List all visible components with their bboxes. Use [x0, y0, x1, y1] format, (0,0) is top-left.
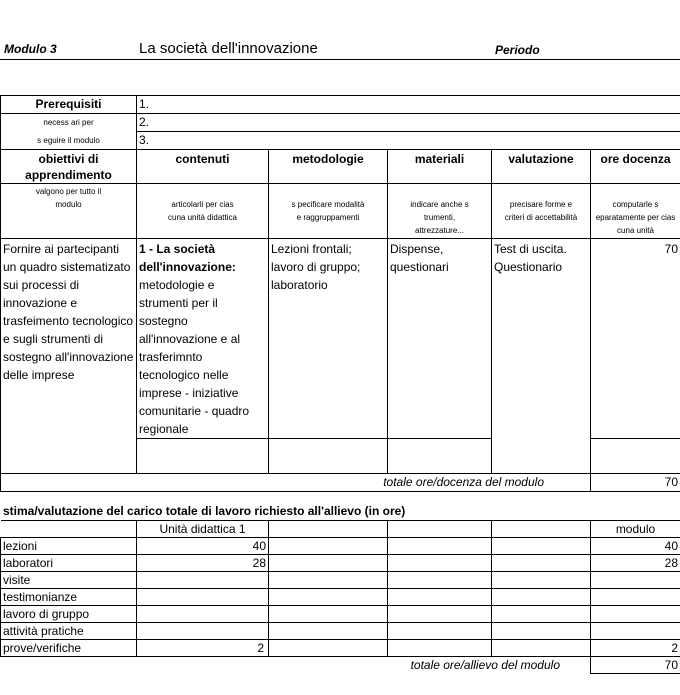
- workload-cell[interactable]: [388, 589, 492, 606]
- prereq-label: Prerequisiti: [1, 96, 137, 114]
- cell-valutazione[interactable]: Test di uscita. Questionario: [492, 239, 591, 474]
- workload-module-value[interactable]: 2: [591, 640, 680, 657]
- workload-cell[interactable]: [388, 640, 492, 657]
- workload-cell[interactable]: [388, 606, 492, 623]
- hint-metodologie: s pecificare modalità e raggruppamenti: [269, 184, 388, 239]
- cell-obiettivi[interactable]: Fornire ai partecipanti un quadro sistematizato sui processi di innovazione e trasfeimento tecnologico e sugli strumenti di sostegno all'innovazione delle imprese: [1, 239, 137, 474]
- prereq-item-3[interactable]: 3.: [137, 132, 680, 150]
- workload-cell[interactable]: [492, 572, 591, 589]
- workload-label: prove/verifiche: [1, 640, 137, 657]
- contenuti-unit-text: metodologie e strumenti per il sostegno all'innovazione e al trasferimnto tecnologico nelle imprese - iniziative comunitarie - quadro regionale: [139, 278, 250, 436]
- prereq-sub-1: necess ari per: [1, 114, 137, 132]
- col-header-ore: ore docenza: [591, 150, 680, 184]
- workload-unit-value[interactable]: [137, 623, 269, 640]
- hint-obiettivi: valgono per tutto il modulo: [1, 184, 137, 239]
- module-title: La società dell'innovazione: [139, 40, 318, 57]
- hint-materiali: indicare anche s trumenti, attrezzature...: [388, 184, 492, 239]
- workload-cell[interactable]: [269, 555, 388, 572]
- workload-label: visite: [1, 572, 137, 589]
- total-allievo-value: 70: [591, 657, 680, 674]
- total-docenza-value: 70: [591, 474, 680, 492]
- unit-header: Unità didattica 1: [137, 521, 269, 538]
- col-header-obiettivi: obiettivi di apprendimento: [1, 150, 137, 184]
- period-label: Periodo: [495, 43, 540, 57]
- workload-cell[interactable]: [388, 555, 492, 572]
- workload-cell[interactable]: [269, 640, 388, 657]
- cell-contenuti[interactable]: [137, 239, 269, 439]
- workload-module-value[interactable]: 40: [591, 538, 680, 555]
- workload-cell[interactable]: [492, 555, 591, 572]
- hint-valutazione: precisare forme e criteri di accettabilità: [492, 184, 591, 239]
- col-header-contenuti: contenuti: [137, 150, 269, 184]
- col-header-materiali: materiali: [388, 150, 492, 184]
- total-allievo-label: totale ore/allievo del modulo: [410, 658, 560, 672]
- workload-cell[interactable]: [388, 572, 492, 589]
- workload-label: lezioni: [1, 538, 137, 555]
- workload-cell[interactable]: [492, 640, 591, 657]
- cell-ore[interactable]: 70: [591, 239, 680, 439]
- workload-label: testimonianze: [1, 589, 137, 606]
- prereq-item-2[interactable]: 2.: [137, 114, 680, 132]
- prereq-item-1[interactable]: 1.: [137, 96, 680, 114]
- module-number: Modulo 3: [4, 42, 57, 56]
- workload-cell[interactable]: [269, 623, 388, 640]
- workload-module-value[interactable]: [591, 606, 680, 623]
- workload-unit-value[interactable]: 28: [137, 555, 269, 572]
- workload-cell[interactable]: [269, 572, 388, 589]
- workload-cell[interactable]: [269, 589, 388, 606]
- cell-contenuti-empty[interactable]: [137, 439, 269, 474]
- prereq-sub-2: s eguire il modulo: [1, 132, 137, 150]
- workload-cell[interactable]: [492, 589, 591, 606]
- workload-cell[interactable]: [388, 538, 492, 555]
- cell-materiali-empty[interactable]: [388, 439, 492, 474]
- module-header: modulo: [591, 521, 680, 538]
- workload-cell[interactable]: [269, 538, 388, 555]
- workload-cell[interactable]: [492, 623, 591, 640]
- planning-table: [0, 95, 680, 492]
- workload-unit-value[interactable]: 40: [137, 538, 269, 555]
- workload-module-value[interactable]: 28: [591, 555, 680, 572]
- empty-header-5: [492, 521, 591, 538]
- stima-title: stima/valutazione del carico totale di lavoro richiesto all'allievo (in ore): [3, 504, 406, 518]
- workload-unit-value[interactable]: [137, 606, 269, 623]
- hint-contenuti: articolarli per cias cuna unità didattica: [137, 184, 269, 239]
- workload-label: lavoro di gruppo: [1, 606, 137, 623]
- workload-label: laboratori: [1, 555, 137, 572]
- header-divider: [0, 59, 680, 60]
- total-docenza-label: totale ore/docenza del modulo: [1, 474, 591, 492]
- contenuti-unit-title: 1 - La società dell'innovazione:: [139, 242, 236, 274]
- col-header-metodologie: metodologie: [269, 150, 388, 184]
- cell-metodologie-empty[interactable]: [269, 439, 388, 474]
- workload-cell[interactable]: [492, 606, 591, 623]
- workload-unit-value[interactable]: [137, 589, 269, 606]
- empty-header-4: [388, 521, 492, 538]
- workload-module-value[interactable]: [591, 572, 680, 589]
- workload-cell[interactable]: [492, 538, 591, 555]
- cell-materiali[interactable]: Dispense, questionari: [388, 239, 492, 439]
- cell-ore-empty[interactable]: [591, 439, 680, 474]
- col-header-valutazione: valutazione: [492, 150, 591, 184]
- workload-unit-value[interactable]: [137, 572, 269, 589]
- workload-cell[interactable]: [388, 623, 492, 640]
- workload-unit-value[interactable]: 2: [137, 640, 269, 657]
- workload-module-value[interactable]: [591, 589, 680, 606]
- workload-corner: [1, 521, 137, 538]
- workload-label: attività pratiche: [1, 623, 137, 640]
- hint-ore: computarle s eparatamente per cias cuna unità: [591, 184, 680, 239]
- workload-module-value[interactable]: [591, 623, 680, 640]
- workload-cell[interactable]: [269, 606, 388, 623]
- workload-table: [0, 520, 680, 674]
- empty-header-3: [269, 521, 388, 538]
- cell-metodologie[interactable]: Lezioni frontali; lavoro di gruppo; laboratorio: [269, 239, 388, 439]
